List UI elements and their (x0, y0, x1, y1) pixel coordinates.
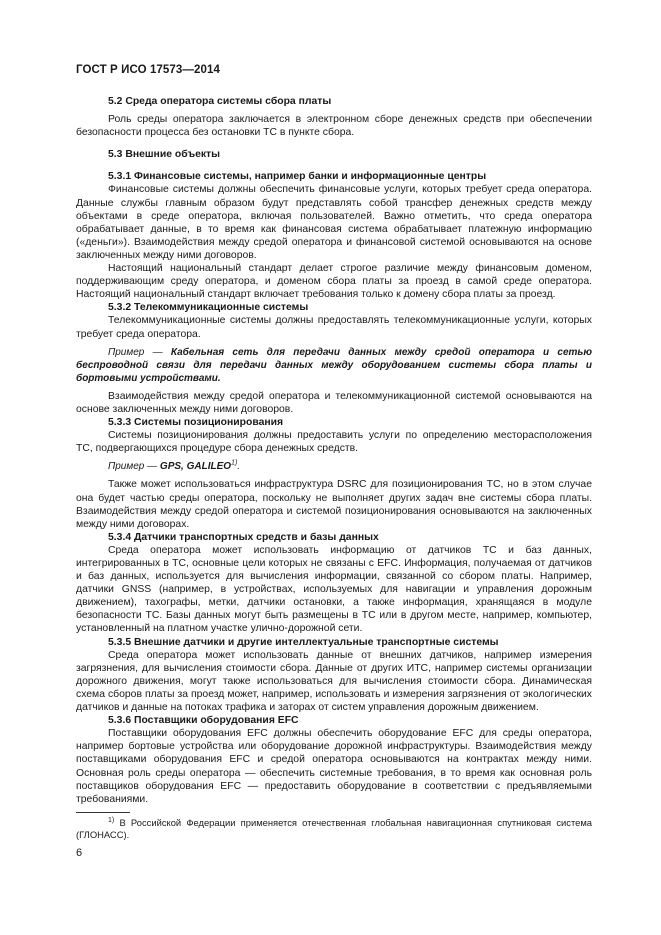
paragraph: Роль среды оператора заключается в электронном сборе денежных средств при обеспечении безопасности процесса без остановки ТС в пункте сбора. (76, 114, 592, 139)
section-title-5-2: 5.2 Среда оператора системы сбора платы (108, 96, 332, 107)
footnote-ref: 1) (231, 460, 238, 468)
paragraph: Среда оператора может использовать данные от внешних датчиков, например измерения загрязнения, для вычисления стоимости сбора. Данные от других ИТС, например системы организации дорожного движения, могут также использоваться для вычисления стоимости сбора. Динамическая схема сборов платы за проезд может, например, использовать и измерения загрязнения от экологических датчиков и данные на потоках трафика и заторах от систем управления дорожным движением. (76, 649, 592, 714)
section-title-5-3-1: 5.3.1 Финансовые системы, например банки и информационные центры (108, 171, 487, 183)
footnote-marker: 1) (108, 816, 115, 824)
example-text: Кабельная сеть для передачи данных между средой оператора и сетью беспроводной связи для передачи данных между оборудованием системы сбора платы и бортовыми устройствами. (76, 346, 592, 384)
section-title-5-3-4: 5.3.4 Датчики транспортных средств и базы данных (108, 531, 379, 543)
paragraph: Поставщики оборудования EFC должны обеспечить оборудование EFC для среды оператора, например бортовые устройства или оборудование дорожной инфраструктуры. Взаимодействия между поставщиками оборудования EFC и средой оператора основываются на контрактах между ними. Основная роль среды оператора — обеспечить системные требования, в то время как основная роль поставщиков оборудования EFC — предоставить оборудование в соответствии с предъявляемыми требованиями. (76, 728, 592, 805)
section-title-5-3-6: 5.3.6 Поставщики оборудования EFC (108, 715, 299, 727)
paragraph: Финансовые системы должны обеспечить финансовые услуги, которых требует среда оператора. Данные службы главным образом будут представлять собой трансфер денежных средств между объектами в среде оператора, включая пользователей. Важно отметить, что среда оператора обрабатывает данные, в то время как финансовая система обрабатывает платежную информацию («деньги»). Взаимодействия между средой оператора и финансовой системой основываются на основе заключенных между ними договоров. (76, 184, 592, 261)
example-text: GPS, GALILEO (159, 461, 232, 473)
paragraph: Также может использоваться инфраструктура DSRC для позиционирования ТС, но в этом случае она будет частью среды оператора, поскольку не выполняет других задач вне системы сбора платы. Взаимодействия между средой оператора и системой позиционирования основываются на заключенных между ними договорах. (76, 479, 592, 530)
paragraph: Взаимодействия между средой оператора и телекоммуникационной системой основываются на основе заключенных между ними договоров. (76, 390, 592, 415)
section-title-5-3-2: 5.3.2 Телекоммуникационные системы (108, 302, 309, 314)
section-title-5-3-5: 5.3.5 Внешние датчики и другие интеллектуальные транспортные системы (108, 636, 499, 648)
footnote-text: В Российской Федерации применяется отечественная глобальная навигационная спутниковая система (ГЛОНАСС). (76, 817, 593, 841)
section-title-5-3-3: 5.3.3 Системы позиционирования (108, 417, 284, 429)
paragraph: Настоящий национальный стандарт делает строгое различие между финансовым доменом, поддерживающим среду оператора, и доменом сбора платы за проезд в самой среде оператора. Настоящий национальный стандарт включает требования только к домену сбора платы за проезд. (76, 263, 592, 301)
example-label: Пример — (108, 461, 158, 473)
example-note: Пример — GPS, GALILEO$^{1)}$. (108, 460, 241, 473)
section-title-5-3: 5.3 Внешние объекты (108, 149, 221, 161)
document-body (76, 95, 592, 806)
document-header: ГОСТ Р ИСО 17573—2014 (76, 64, 221, 76)
paragraph: Системы позиционирования должны предоставить услуги по определению месторасположения ТС, подвергающихся процедуре сбора денежных средств. (76, 430, 592, 455)
example-note (76, 346, 592, 385)
footnote-divider (76, 812, 130, 813)
example-label: Пример — (108, 346, 163, 358)
paragraph: Телекоммуникационные системы должны предоставлять телекоммуникационные услуги, которых требует среда оператора. (76, 315, 592, 340)
footnote (76, 817, 592, 841)
paragraph: Среда оператора может использовать информацию от датчиков ТС и баз данных, интегрированных в ТС, основные цели которых не связаны с EFC. Информация, получаемая от датчиков и баз данных, используется для вычисления информации, связанной со сбором платы. Например, датчики GNSS (например, в устройствах, используемых для навигации и управления дорожным движением), тахографы, метки, датчики остановки, а также информация, хранящаяся в модуле безопасности ТС. Базы данных могут быть размещены в ТС или в другом месте, например, компьютер, установленный на платном участке улично-дорожной сети. (76, 544, 592, 635)
page-number: 6 (76, 847, 83, 859)
